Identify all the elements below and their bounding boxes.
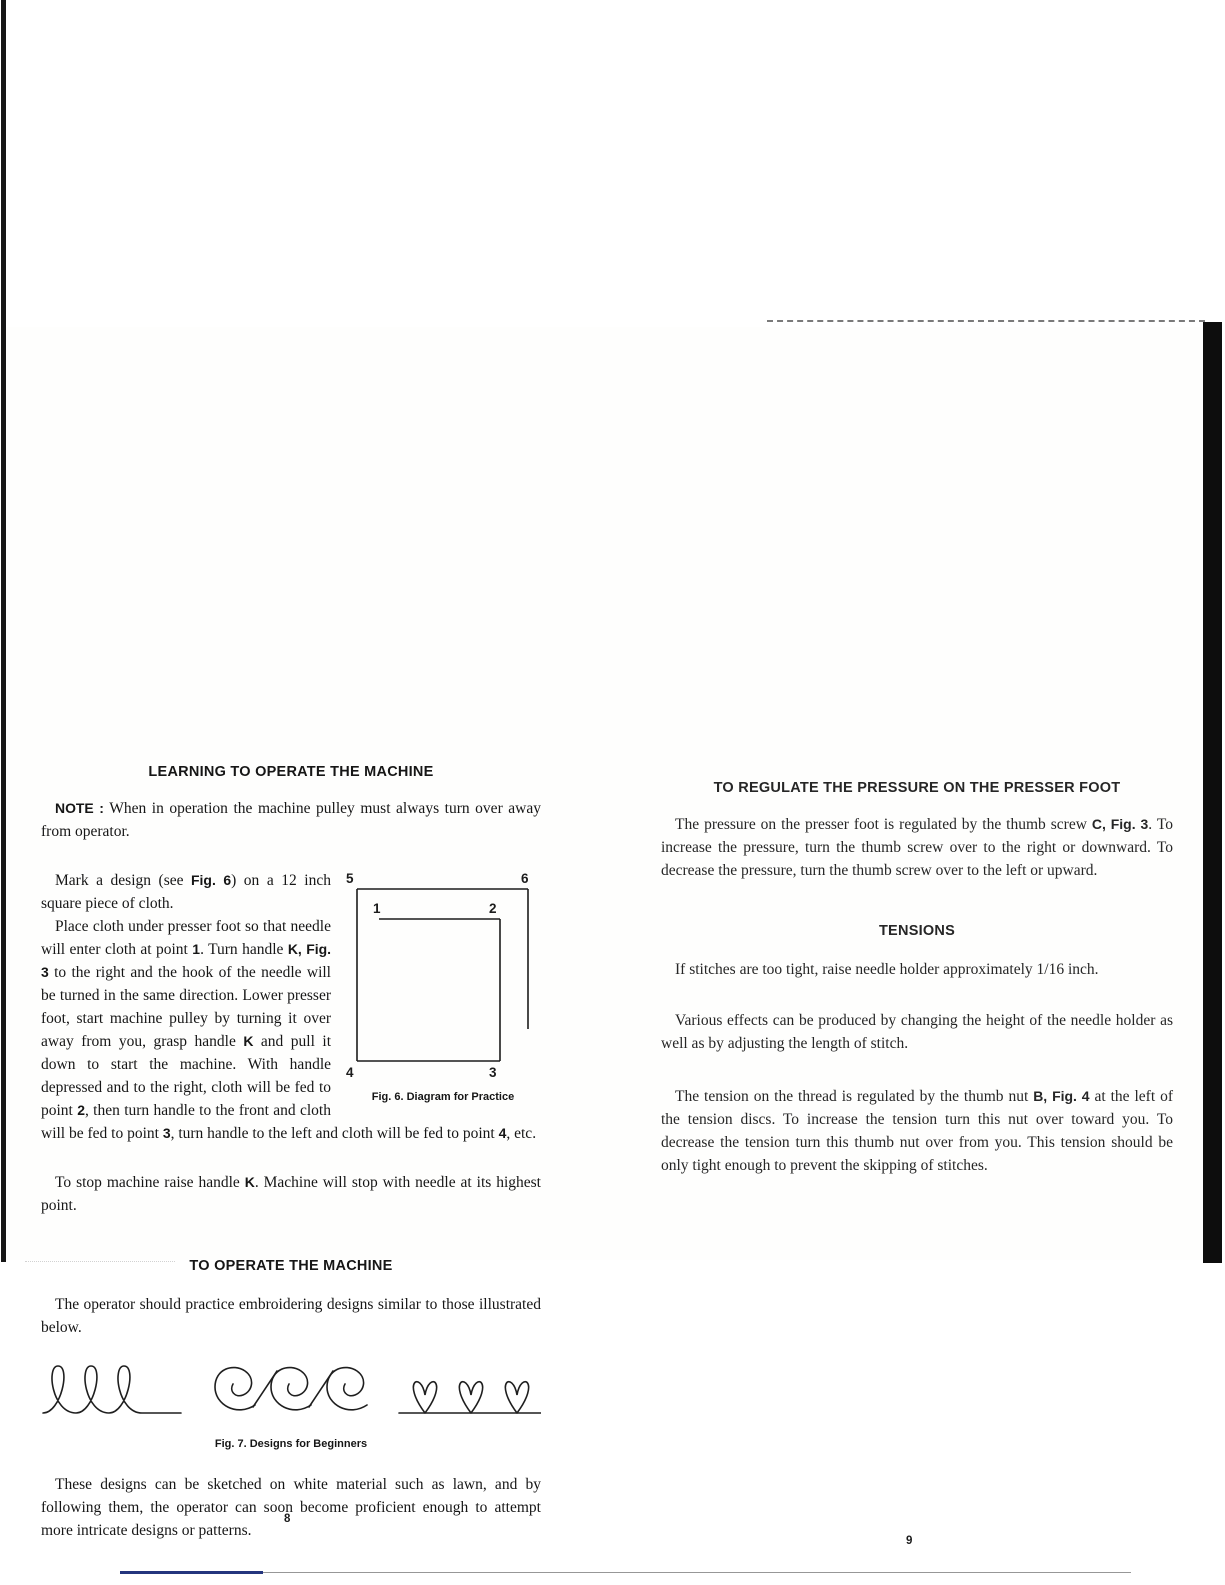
- fig6-practice-diagram-svg: [345, 871, 541, 1083]
- para-pressure: The pressure on the presser foot is regulated by the thumb screw C, Fig. 3. To increase the pressure, turn the thumb screw over to the right or downward. To decrease the pressure, turn the thumb screw over to the left or upward.: [661, 816, 1173, 879]
- fig6-label-6: 6: [521, 871, 529, 886]
- fig7-caption: Fig. 7. Designs for Beginners: [214, 1438, 368, 1450]
- para-mark-design: Mark a design (see Fig. 6) on a 12 inch square piece of cloth.: [41, 872, 331, 912]
- para-stop-machine: To stop machine raise handle K. Machine will stop with needle at its highest point.: [41, 1174, 541, 1214]
- fig7-strokes: [43, 1366, 541, 1413]
- para-practice: The operator should practice embroidering designs similar to those illustrated below.: [41, 1296, 541, 1336]
- fig6-point-labels: [346, 871, 529, 1080]
- fig6-label-4: 4: [346, 1065, 354, 1080]
- para-operate-steps: Place cloth under presser foot so that needle will enter cloth at point 1. Turn handle K, Fig. 3 to the right and the hook of the needle will be turned in the same direction. Lower presser foot, start machine pulley by turning it over away from you, grasp handle K and pull it down to start the machine. With handle depressed and to the right, cloth will be fed to point 2, then turn handle to the front and cloth will be fed to point 3, turn handle to the left and cloth will be fed to point 4, etc.: [41, 918, 537, 1142]
- fig7-designs-svg: [41, 1361, 541, 1425]
- fig7-designs: [41, 1361, 541, 1451]
- fig6-diagram: [345, 871, 541, 1104]
- scan-dashed-line-top: [767, 320, 1205, 322]
- section-heading-tensions: TENSIONS: [878, 923, 956, 939]
- fig6-label-3: 3: [489, 1065, 497, 1080]
- para-thread-tension: The tension on the thread is regulated by the thumb nut B, Fig. 4 at the left of the tension discs. To increase the tension turn this nut over toward you. To decrease the tension turn this thumb nut over from you. This tension should be only tight enough to prevent the skipping of stitches.: [661, 1088, 1173, 1174]
- para-various-effects: Various effects can be produced by changing the height of the needle holder as well as by adjusting the length of stitch.: [661, 1012, 1173, 1052]
- para-note: NOTE : When in operation the machine pulley must always turn over away from operator.: [41, 800, 541, 840]
- scanned-page-spread: [6, 327, 1203, 1547]
- page-number-left: 8: [284, 1513, 291, 1525]
- fig6-label-2: 2: [489, 901, 497, 916]
- para-sketch-designs: These designs can be sketched on white material such as lawn, and by following them, the operator can soon become proficient enough to attempt more intricate designs or patterns.: [41, 1476, 541, 1539]
- page-number-right: 9: [906, 1535, 913, 1547]
- fig6-label-1: 1: [373, 901, 381, 916]
- fig6-caption: Fig. 6. Diagram for Practice: [371, 1091, 515, 1103]
- left-page-column: [41, 763, 541, 1542]
- para-stitches-tight: If stitches are too tight, raise needle holder approximately 1/16 inch.: [675, 961, 1099, 978]
- operate-flow: [41, 869, 541, 1145]
- section-heading-operate: TO OPERATE THE MACHINE: [189, 1258, 393, 1274]
- right-page-column: [661, 779, 1173, 1177]
- fig6-label-5: 5: [346, 871, 354, 886]
- section-heading-learning: LEARNING TO OPERATE THE MACHINE: [148, 764, 434, 780]
- bottom-gray-line: [263, 1572, 1131, 1573]
- fig6-lines: [357, 889, 528, 1061]
- scan-edge-right-bar: [1203, 322, 1222, 1263]
- section-heading-pressure: TO REGULATE THE PRESSURE ON THE PRESSER FOOT: [713, 780, 1121, 796]
- bottom-blue-line: [120, 1571, 263, 1574]
